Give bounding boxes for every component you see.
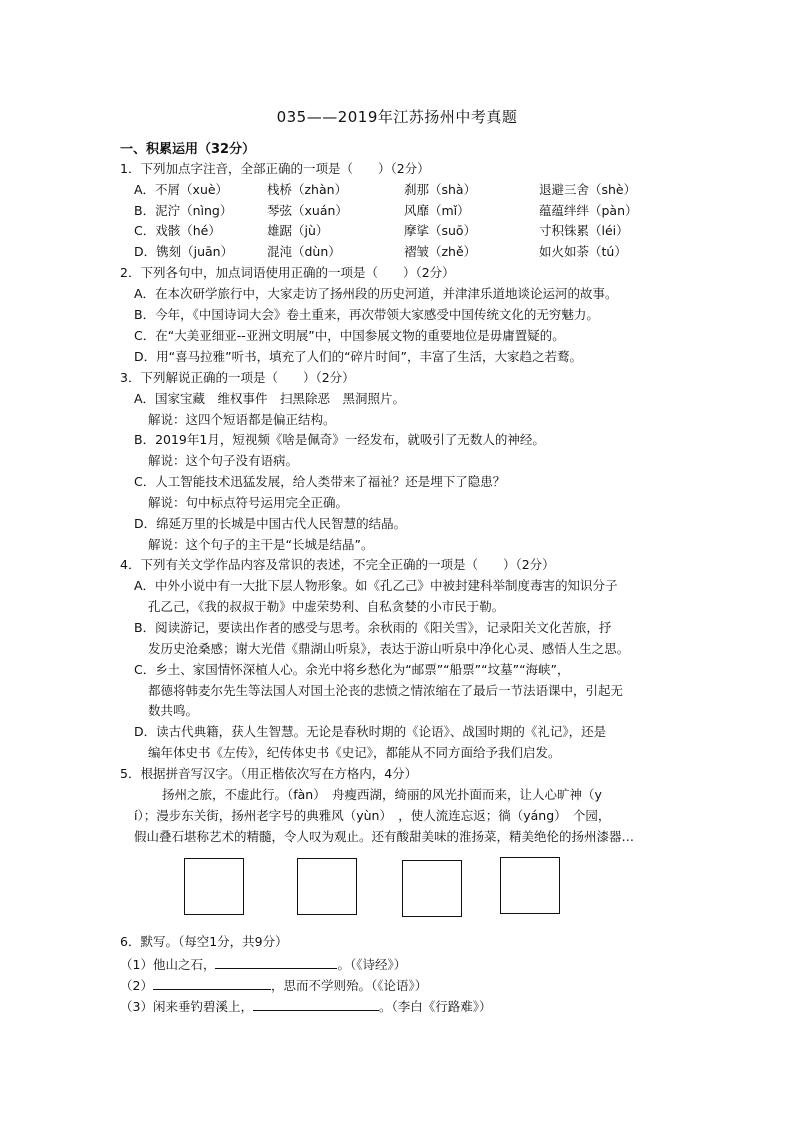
q1-d-1: D．镌刻（juān） <box>134 244 234 259</box>
q4-option-c-line2: 都德将韩麦尔先生等法国人对国土沦丧的悲愤之情浓缩在了最后一节法语课中，引起无 <box>148 683 624 698</box>
q5-passage-line2: í）；漫步东关街，扬州老字号的典雅风（yùn） ，使人流连忘返；徜（yáng） 个园， <box>134 808 611 823</box>
q1-c-2: 雄踞（jù） <box>267 223 329 238</box>
q5-passage-line1: 扬州之旅，不虚此行。（fàn） 舟瘦西湖，绮丽的风光扑面而来，让人心旷神（y <box>162 787 602 802</box>
q3-option-a: A．国家宝藏 维权事件 扫黑除恶 黑洞照片。 <box>134 391 406 406</box>
answer-box-4[interactable] <box>500 857 560 914</box>
q1-b-2: 琴弦（xuán） <box>267 203 348 218</box>
q4-option-c-line1: C．乡土、家国情怀深植人心。余光中将乡愁化为“邮票”“船票”“坟墓”“海峡”， <box>134 662 570 677</box>
q3-explain-a: 解说：这四个短语都是偏正结构。 <box>148 412 336 427</box>
q1-c-1: C．戏骸（hé） <box>134 223 221 238</box>
q6-item-3-source: 。（李白《行路难》） <box>378 999 492 1014</box>
q4-option-b-line2: 发历史沧桑感；谢大光借《鼎湖山听泉》，表达于游山听泉中净化心灵、感悟人生之思。 <box>148 641 630 656</box>
section-heading: 一、积累运用（32分） <box>120 142 256 157</box>
q1-a-4: 退避三舍（shè） <box>539 182 637 197</box>
q1-d-3: 褶皱（zhě） <box>404 244 477 259</box>
q1-b-3: 风靡（mǐ） <box>404 203 470 218</box>
q2-option-d: D．用“喜马拉雅”听书，填充了人们的“碎片时间”，丰富了生活，大家趋之若鹜。 <box>134 349 583 364</box>
q6-item-2 <box>120 975 427 995</box>
q6-item-1 <box>120 954 406 974</box>
q4-option-d-line2: 编年体史书《左传》，纪传体史书《史记》，都能从不同方面给予我们启发。 <box>148 745 561 760</box>
q3-stem: 3．下列解说正确的一项是（ ）（2分） <box>120 370 355 385</box>
q3-option-c: C．人工智能技术迅猛发展，给人类带来了福祉？还是埋下了隐患？ <box>134 474 506 489</box>
q2-option-b: B．今年，《中国诗词大会》卷土重来，再次带领大家感受中国传统文化的无穷魅力。 <box>134 307 599 322</box>
q3-option-b: B．2019年1月，短视频《啥是佩奇》一经发布，就吸引了无数人的神经。 <box>134 432 545 447</box>
q4-stem: 4．下列有关文学作品内容及常识的表述，不完全正确的一项是（ ）（2分） <box>120 557 555 572</box>
q4-option-d-line1: D．读古代典籍，获人生智慧。无论是春秋时期的《论语》、战国时期的《礼记》，还是 <box>134 724 607 739</box>
q6-stem: 6．默写。（每空1分，共9分） <box>120 934 288 949</box>
q6-item-3-text: （3）闲来垂钓碧溪上， <box>120 999 253 1014</box>
q6-blank-3[interactable] <box>253 996 379 1011</box>
q1-c-3: 摩挲（suō） <box>404 223 477 238</box>
page-title: 035——2019年江苏扬州中考真题 <box>276 108 518 126</box>
q5-stem: 5．根据拼音写汉字。（用正楷依次写在方格内，4分） <box>120 766 418 781</box>
q1-stem: 1．下列加点字注音，全部正确的一项是（ ）（2分） <box>120 161 430 176</box>
q2-option-c: C．在“大美亚细亚--亚洲文明展”中，中国参展文物的重要地位是毋庸置疑的。 <box>134 328 565 343</box>
q3-explain-d: 解说：这个句子的主干是“长城是结晶”。 <box>148 537 374 552</box>
q4-option-a-line1: A．中外小说中有一大批下层人物形象。如《孔乙己》中被封建科举制度毒害的知识分子 <box>134 578 618 593</box>
q6-item-3 <box>120 996 491 1016</box>
q1-c-4: 寸积铢累（léi） <box>539 223 629 238</box>
q6-item-1-text: （1）他山之石， <box>120 957 216 972</box>
q6-item-2-num: （2） <box>120 978 153 993</box>
q3-explain-c: 解说：句中标点符号运用完全正确。 <box>148 495 349 510</box>
q4-option-a-line2: 孔乙己，《我的叔叔于勒》中虚荣势利、自私贪婪的小市民于勒。 <box>148 599 505 614</box>
answer-box-3[interactable] <box>402 860 462 917</box>
q1-b-4: 蕴蕴绊绊（pàn） <box>539 203 638 218</box>
q5-passage-line3: 假山叠石堪称艺术的精髓，令人叹为观止。还有酸甜美味的淮扬菜，精美绝伦的扬州漆器… <box>134 829 635 844</box>
q6-item-2-text: ，思而不学则殆。（《论语》） <box>270 978 428 993</box>
q6-blank-1[interactable] <box>215 954 337 969</box>
q1-a-1: A．不屑（xuè） <box>134 182 229 197</box>
q3-option-d: D．绵延万里的长城是中国古代人民智慧的结晶。 <box>134 516 407 531</box>
q4-option-b-line1: B．阅读游记，要读出作者的感受与思考。余秋雨的《阳关雪》，记录阳关文化苦旅，抒 <box>134 620 612 635</box>
q2-option-a: A．在本次研学旅行中，大家走访了扬州段的历史河道，并津津乐道地谈论运河的故事。 <box>134 286 618 301</box>
answer-box-2[interactable] <box>297 858 357 915</box>
q1-a-2: 栈桥（zhàn） <box>267 182 348 197</box>
q1-a-3: 刹那（shà） <box>404 182 477 197</box>
q3-explain-b: 解说：这个句子没有语病。 <box>148 453 299 468</box>
q6-blank-2[interactable] <box>153 975 271 990</box>
q1-d-2: 混沌（dùn） <box>267 244 341 259</box>
answer-box-1[interactable] <box>184 858 244 915</box>
q1-b-1: B．泥泞（nìng） <box>134 203 233 218</box>
q6-item-1-source: 。（《诗经》） <box>337 957 407 972</box>
q4-option-c-line3: 数共鸣。 <box>148 703 199 718</box>
q2-stem: 2．下列各句中，加点词语使用正确的一项是（ ）（2分） <box>120 265 455 280</box>
q1-d-4: 如火如荼（tú） <box>539 244 627 259</box>
